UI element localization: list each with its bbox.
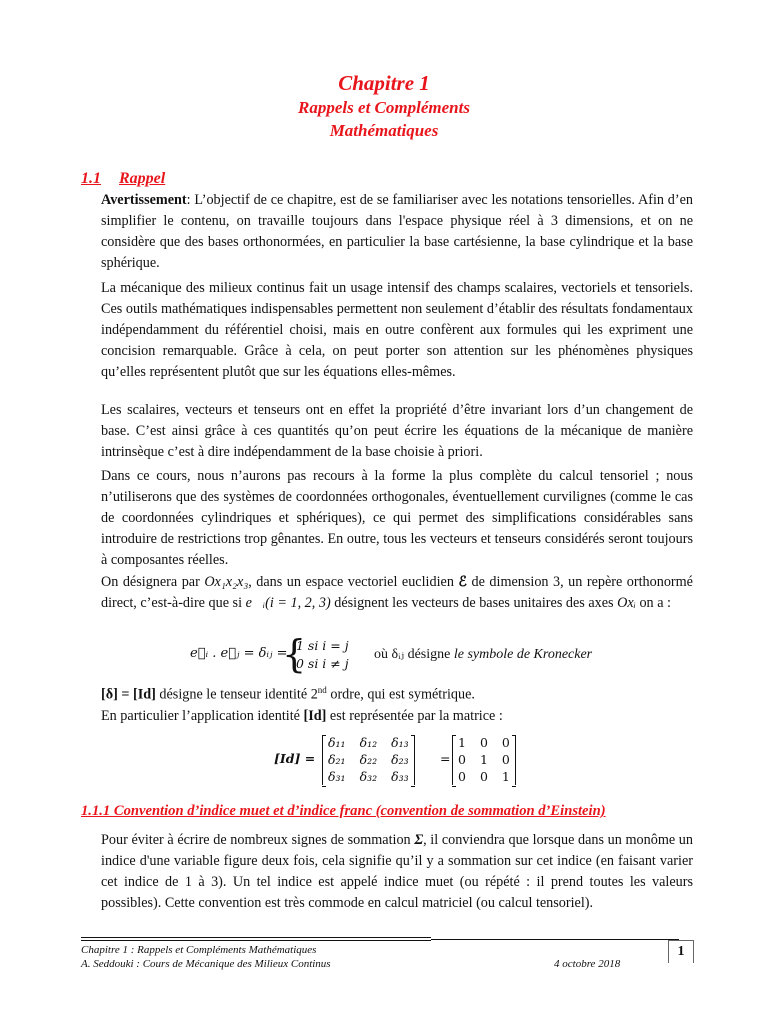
value-matrix-cell: 0 [501,752,510,767]
footer-chapter: Chapitre 1 : Rappels et Compléments Mathématiques [81,944,317,956]
p5-text-b: , dans un espace vectoriel euclidien [248,574,459,590]
p8-text-b: , il conviendra que lorsque dans un monôme un indice d'une variable figure deux fois, cela signifie qu’il y a sommation sur cet indice (en faisant varier cet indice de 1 à 3). Un tel indice est appelé indice muet (ou répété : il prend toutes les valeurs possibles). Cette convention est très commode en calcul matriciel (ou calcul tensoriel). [101,832,693,911]
section-title: Rappel [119,170,166,187]
p5-math-space: ℰ [458,574,468,590]
paragraph-4 [101,466,693,571]
page-number: 1 [668,940,694,963]
p5-text-e: désignent les vecteurs de bases unitaires des axes [330,595,618,611]
kronecker-desc-a: où δᵢⱼ désigne [374,647,454,662]
kronecker-description [374,646,592,663]
chapter-title-block [0,70,768,142]
kronecker-cases [296,637,349,673]
p5-text-c: de dimension [467,574,554,590]
footer-rule-1 [81,937,431,938]
value-matrix-cell: 1 [501,769,510,784]
symbol-matrix-cell: δ₁₃ [391,735,409,750]
chapter-title: Chapitre 1 [338,71,430,95]
paragraph-warning [101,190,693,274]
symbol-matrix-cell: δ₁₂ [359,735,378,750]
p7-text-b: est représentée par la matrice : [326,708,503,724]
identity-matrix-equation [270,733,570,789]
kronecker-equation [190,632,690,676]
identity-text-b: ordre, qui est symétrique. [326,686,475,703]
value-matrix-cell: 0 [501,735,510,750]
chapter-subtitle-line1: Rappels et Compléments [298,98,470,117]
value-matrix-cell: 0 [479,769,488,784]
warning-lead: Avertissement [101,192,187,208]
paragraph-4-text: Dans ce cours, nous n’aurons pas recours à la forme la plus complète du calcul tensoriel ; nous n’utiliserons que des systèmes de coordonnées orthogonales, éventuellement curvilignes (comme le cas de coordonnées cylindriques et sphériques), ce qui permet des simplifications considérables sans introduire de restrictions trop gênantes. En outre, tous les vecteurs et tenseurs considérés seront toujours à composantes réelles. [101,468,693,568]
value-matrix-cell: 0 [479,735,488,750]
footer-rule-2 [81,940,431,941]
kronecker-lhs: e⃗ᵢ . e⃗ⱼ = δᵢⱼ = [190,646,288,661]
p5-text-a: On désignera par [101,574,205,590]
warning-text: : L’objectif de ce chapitre, est de se familiariser avec les notations tensorielles. Afin d’en simplifier le contenu, on travaille toujours dans l'espace physique réel à 3 dimensions, et on ne considère que des bases orthonormées, en particulier la base cartésienne, la base cylindrique et la base sphérique. [101,192,693,271]
symbol-matrix-cell: δ₂₂ [359,752,378,767]
p5-text-f: on a : [635,595,671,611]
identity-math: [δ] = [Id] [101,686,156,703]
value-matrix-cell: 0 [458,769,466,784]
value-matrix [452,735,516,785]
section-number: 1.1 [81,170,101,187]
paragraph-3 [101,400,693,463]
identity-text-a: désigne le tenseur identité 2 [155,686,318,703]
value-matrix-cell: 1 [458,735,466,750]
section-heading [81,170,165,188]
paragraph-einstein [101,830,693,914]
symbol-matrix-cell: δ₂₁ [328,752,346,767]
symbol-matrix-cell: δ₃₃ [391,769,409,784]
matrix-equals: = [440,751,451,766]
matrix-label: [Id] = [274,751,316,766]
symbol-matrix [322,735,415,785]
p5-math-dim: 3 [553,574,561,590]
paragraph-2-text: La mécanique des milieux continus fait un usage intensif des champs scalaires, vectoriels et tensoriels. Ces outils mathématiques indispensables permettent non seulement d’établir des résultats fondamentaux indépendamment du référentiel choisi, mais en outre confèrent aux formules qui les expriment une concision remarquable. Grâce à cela, on peut porter son attention sur les phénomènes physiques qu’elles représentent plutôt que sur les équations elles-mêmes. [101,280,693,380]
p5-math-axes: Oxᵢ [617,595,636,611]
paragraph-3-text: Les scalaires, vecteurs et tenseurs ont en effet la propriété d’être invariant lors d’un changement de base. C’est ainsi grâce à ces quantités qu’on peut écrire les équations de la mécanique de manière intrinsèque c’est à dire indépendamment de la base choisie à priori. [101,402,693,460]
footer-rule-3 [431,939,679,940]
kronecker-case-1: 1 si i = j [296,638,349,653]
kronecker-desc-b: le symbole de Kronecker [453,647,593,662]
paragraph-5 [101,572,693,614]
chapter-subtitle-line2: Mathématiques [329,121,439,140]
p7-math: [Id] [303,708,327,724]
identity-tensor-line [101,680,475,706]
symbol-matrix-cell: δ₁₁ [328,735,346,750]
kronecker-case-2: 0 si i ≠ j [296,656,349,671]
symbol-matrix-cell: δ₂₃ [391,752,409,767]
sigma-symbol: Σ [414,832,424,848]
value-matrix-cell: 0 [458,752,466,767]
footer-author: A. Seddouki : Cours de Mécanique des Milieux Continus [81,958,331,970]
identity-matrix-intro [101,706,503,727]
cases-brace: { [282,632,307,676]
symbol-matrix-cell: δ₃₂ [359,769,378,784]
identity-sup: nd [317,685,327,695]
subsection-heading: 1.1.1 Convention d’indice muet et d’indice franc (convention de sommation d’Einstein) [81,803,606,819]
p8-text-a: Pour éviter à écrire de nombreux signes de sommation [101,832,415,848]
p7-text-a: En particulier l’application identité [101,708,304,724]
value-matrix-cell: 1 [479,752,488,767]
paragraph-2 [101,278,693,383]
p5-math-frame: Ox₁x₂x₃ [204,574,249,590]
p5-math-basis: e⃗ᵢ(i = 1, 2, 3) [245,595,331,611]
footer-date: 4 octobre 2018 [554,958,621,970]
symbol-matrix-cell: δ₃₁ [328,769,346,784]
p5-text-d: , un repère orthonormé direct, c’est-à-dire que si [101,574,693,611]
